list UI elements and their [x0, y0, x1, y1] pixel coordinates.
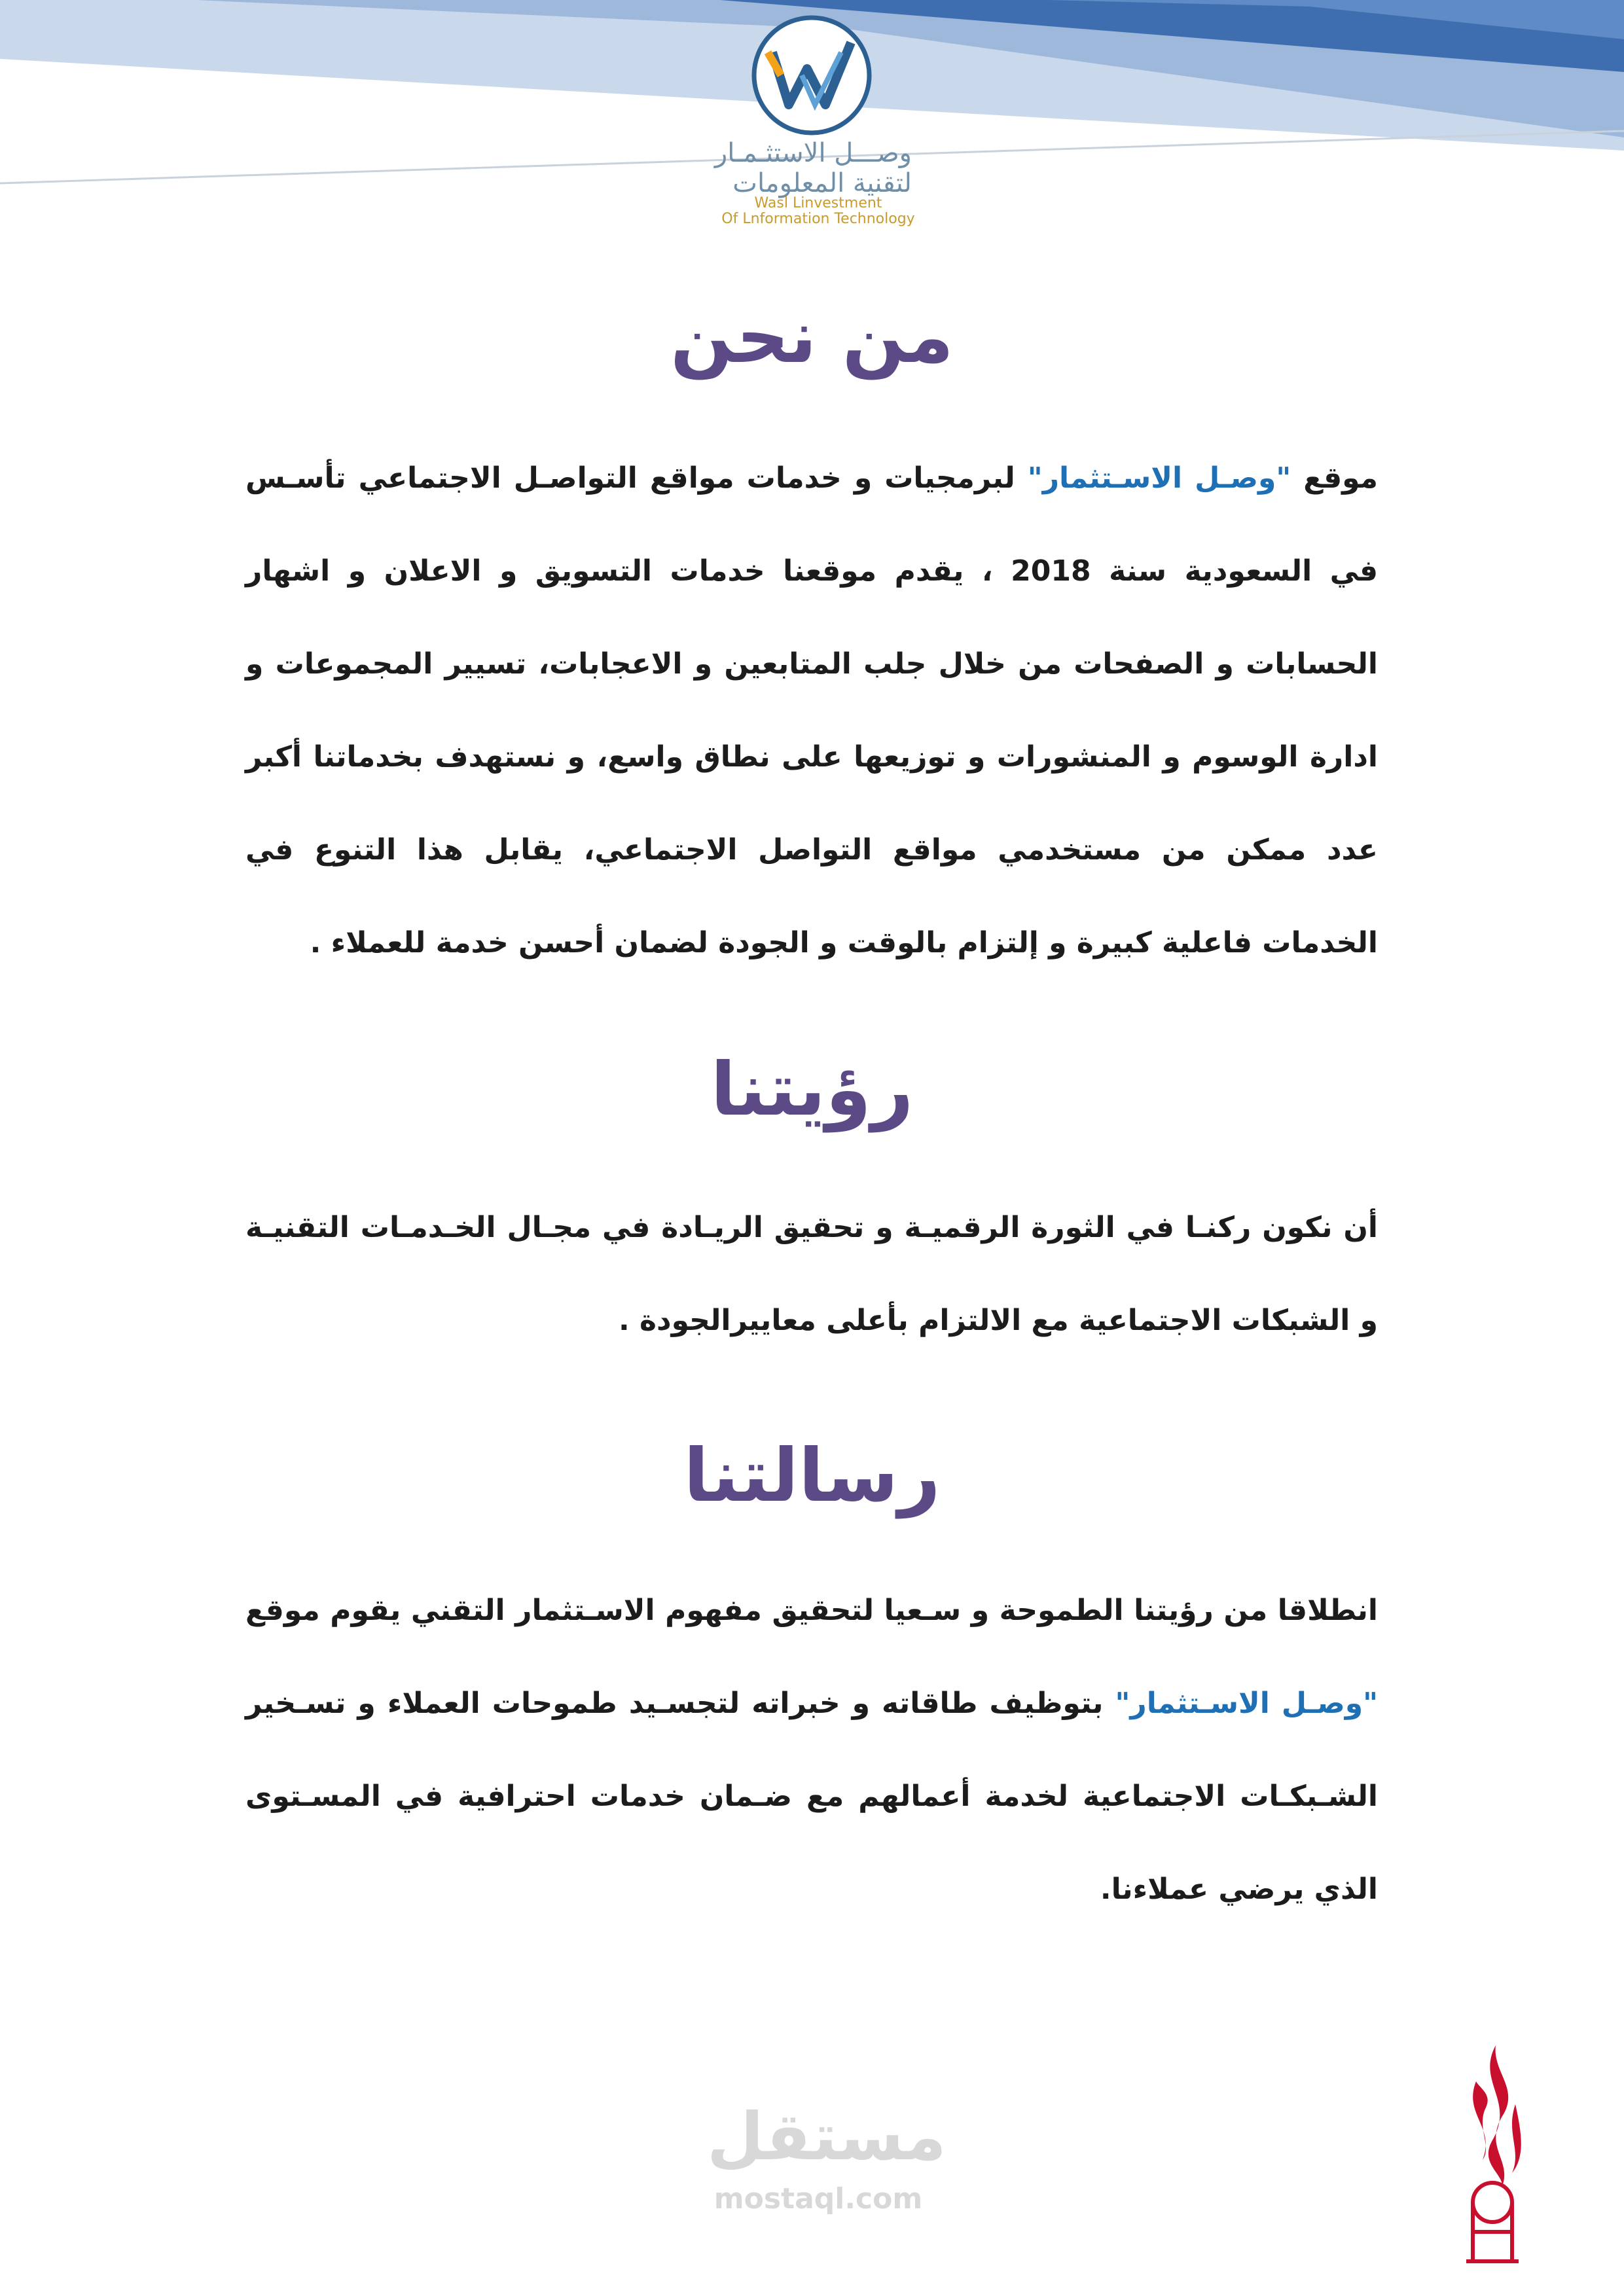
brand-name: "وصـل الاسـتثمار": [1027, 461, 1291, 495]
logo-text-arabic-line1: وصـــل الاستثـمـار: [714, 138, 912, 168]
brand-name: "وصـل الاسـتثمار": [1115, 1687, 1378, 1720]
section-body-vision: [245, 1181, 1378, 1367]
watermark-arabic: مستقل: [707, 2098, 947, 2175]
section-title-vision: رؤيتنا: [710, 1047, 914, 1132]
body-text: موقع: [1291, 461, 1379, 495]
body-text: أن نكون ركنـا في الثورة الرقميـة و تحقيق الريـادة في مجـال الخـدمـات التقنيـة و الشبكات الاجتماعية مع الالتزام بأعلى معاييرالجودة .: [245, 1211, 1378, 1337]
body-text: لبرمجيات و خدمات مواقع التواصـل الاجتماعي تأسـس في السعودية سنة 2018 ، يقدم موقعنا خدمات التسويق و الاعلان و اشهار الحسابات و الصفحات من خلال جلب المتابعين و الاعجابات، تسيير المجموعات و ادارة الوسوم و المنشورات و توزيعها على نطاق واسع، و نستهدف بخدماتنا أكبر عدد ممكن من مستخدمي مواقع التواصل الاجتماعي، يقابل هذا التنوع في الخدمات فاعلية كبيرة و إلتزام بالوقت و الجودة لضمان أحسن خدمة للعملاء .: [245, 461, 1379, 960]
body-text: انطلاقا من رؤيتنا الطموحة و سـعيا لتحقيق مفهوم الاسـتثمار التقني يقوم موقع: [245, 1594, 1378, 1627]
logo-text-english-line1: Wasl Linvestment: [754, 195, 882, 211]
section-body-mission: [245, 1564, 1378, 1936]
flame-emblem-icon: [1456, 2042, 1528, 2265]
body-text: بتوظيف طاقاته و خبراته لتجسـيد طموحات العملاء و تسـخير الشـبكـات الاجتماعية لخدمة أعمالهم مع ضـمان خدمات احترافية في المسـتوى الذي يرضي عملاءنا.: [245, 1687, 1378, 1906]
logo-text-english-line2: Of Lnformation Technology: [721, 211, 915, 227]
section-title-about: من نحن: [670, 295, 954, 380]
watermark: [707, 2094, 947, 2245]
section-title-mission: رسالتنا: [683, 1433, 941, 1518]
watermark-english: mostaql.com: [713, 2182, 923, 2215]
section-body-about: [245, 432, 1378, 990]
logo-text-arabic-line2: لتقنية المعلومات: [732, 168, 912, 198]
